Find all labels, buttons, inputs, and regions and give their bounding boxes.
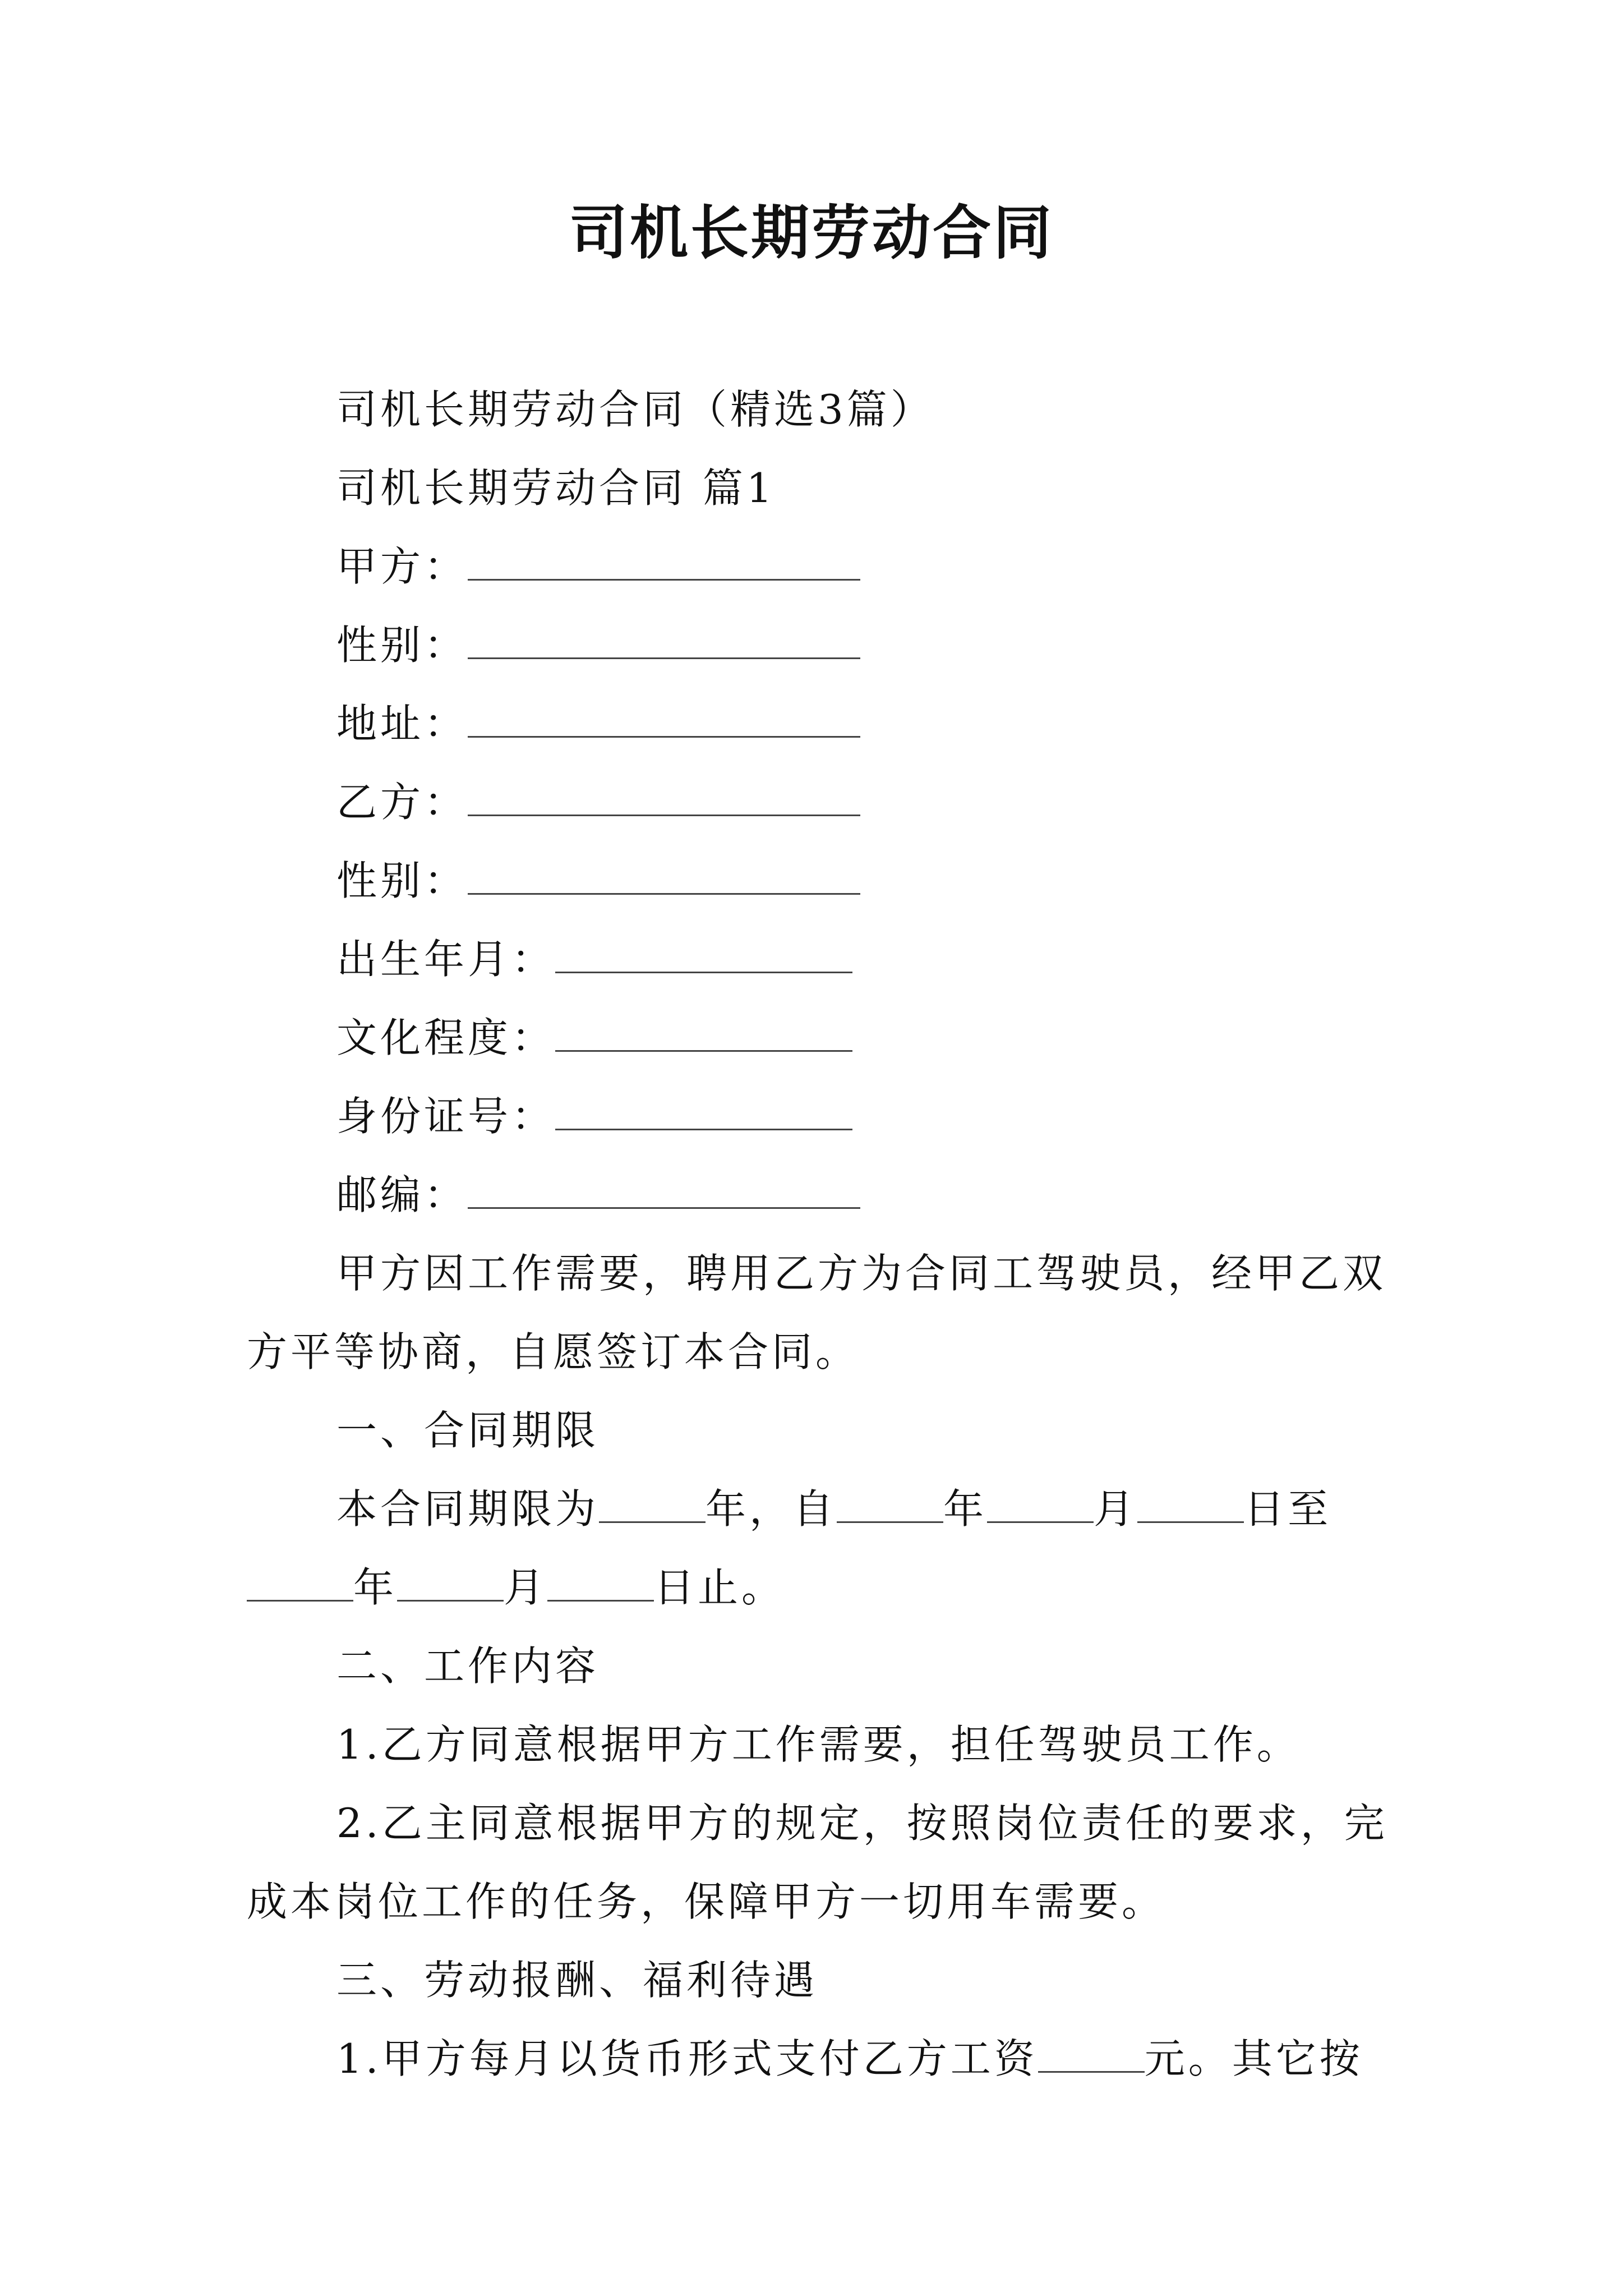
clause-1-text: 日至 xyxy=(1244,1485,1332,1533)
clause-2-heading: 二、工作内容 xyxy=(336,1642,600,1690)
clause-1-text: 月 xyxy=(1094,1485,1138,1533)
id-number-blank xyxy=(555,1092,852,1130)
postcode-blank xyxy=(468,1170,860,1209)
field-party-b-label: 乙方： xyxy=(336,779,468,826)
document-subtitle: 司机长期劳动合同（精选3篇） xyxy=(336,386,934,433)
birth-blank xyxy=(555,935,852,973)
start-day-blank xyxy=(1137,1484,1244,1523)
start-month-blank xyxy=(987,1484,1094,1523)
field-party-a-label: 甲方： xyxy=(336,543,468,590)
end-year-blank xyxy=(247,1563,353,1602)
field-party-b xyxy=(336,774,860,830)
field-gender-b xyxy=(336,853,860,909)
clause-1-text: 年 xyxy=(943,1485,988,1533)
salary-blank xyxy=(1038,2034,1145,2073)
clause-2-item-2-line-1: 2.乙主同意根据甲方的规定，按照岗位责任的要求，完 xyxy=(336,1800,1388,1847)
clause-2-item-1: 1.乙方同意根据甲方工作需要，担任驾驶员工作。 xyxy=(336,1721,1301,1768)
clause-3-heading: 三、劳动报酬、福利待遇 xyxy=(336,1957,818,2004)
field-address xyxy=(336,696,860,752)
address-blank xyxy=(468,699,860,738)
clause-1-text: 月 xyxy=(504,1564,548,1611)
clause-1-text: 本合同期限为 xyxy=(336,1485,600,1533)
field-education-label: 文化程度： xyxy=(336,1014,556,1061)
party-b-blank xyxy=(468,777,860,816)
clause-1-text: 年，自 xyxy=(706,1485,837,1533)
field-birth xyxy=(336,931,852,987)
party-a-blank xyxy=(468,542,860,581)
term-years-blank xyxy=(599,1484,706,1523)
document-title: 司机长期劳动合同 xyxy=(569,198,1054,267)
education-blank xyxy=(555,1013,852,1052)
clause-3-item-1 xyxy=(336,2031,1363,2087)
end-month-blank xyxy=(397,1563,504,1602)
clause-1-heading: 一、合同期限 xyxy=(336,1407,600,1454)
end-day-blank xyxy=(547,1563,654,1602)
gender-b-blank xyxy=(468,856,860,895)
clause-3-text: 1.甲方每月以货币形式支付乙方工资 xyxy=(336,2035,1038,2082)
field-gender-b-label: 性别： xyxy=(336,857,468,904)
field-gender-a xyxy=(336,617,860,673)
field-party-a xyxy=(336,539,860,595)
gender-a-blank xyxy=(468,620,860,659)
field-postcode-label: 邮编： xyxy=(336,1171,468,1218)
clause-1-text: 年 xyxy=(353,1564,398,1611)
clause-1-paragraph-line-2 xyxy=(247,1559,785,1616)
field-postcode xyxy=(336,1167,860,1223)
field-birth-label: 出生年月： xyxy=(336,936,556,983)
field-education xyxy=(336,1010,852,1066)
intro-line-2: 方平等协商，自愿签订本合同。 xyxy=(247,1328,860,1375)
clause-3-text: 元。其它按 xyxy=(1144,2035,1363,2082)
start-year-blank xyxy=(837,1484,943,1523)
field-gender-a-label: 性别： xyxy=(336,622,468,669)
field-id-number-label: 身份证号： xyxy=(336,1093,556,1140)
clause-1-text: 日止。 xyxy=(654,1564,786,1611)
clause-1-paragraph-line-1 xyxy=(336,1481,1331,1537)
intro-line-1: 甲方因工作需要，聘用乙方为合同工驾驶员，经甲乙双 xyxy=(336,1250,1387,1297)
field-address-label: 地址： xyxy=(336,700,468,747)
section-heading: 司机长期劳动合同 篇1 xyxy=(336,464,776,512)
field-id-number xyxy=(336,1088,852,1144)
clause-2-item-2-line-2: 成本岗位工作的任务，保障甲方一切用车需要。 xyxy=(247,1878,1166,1925)
